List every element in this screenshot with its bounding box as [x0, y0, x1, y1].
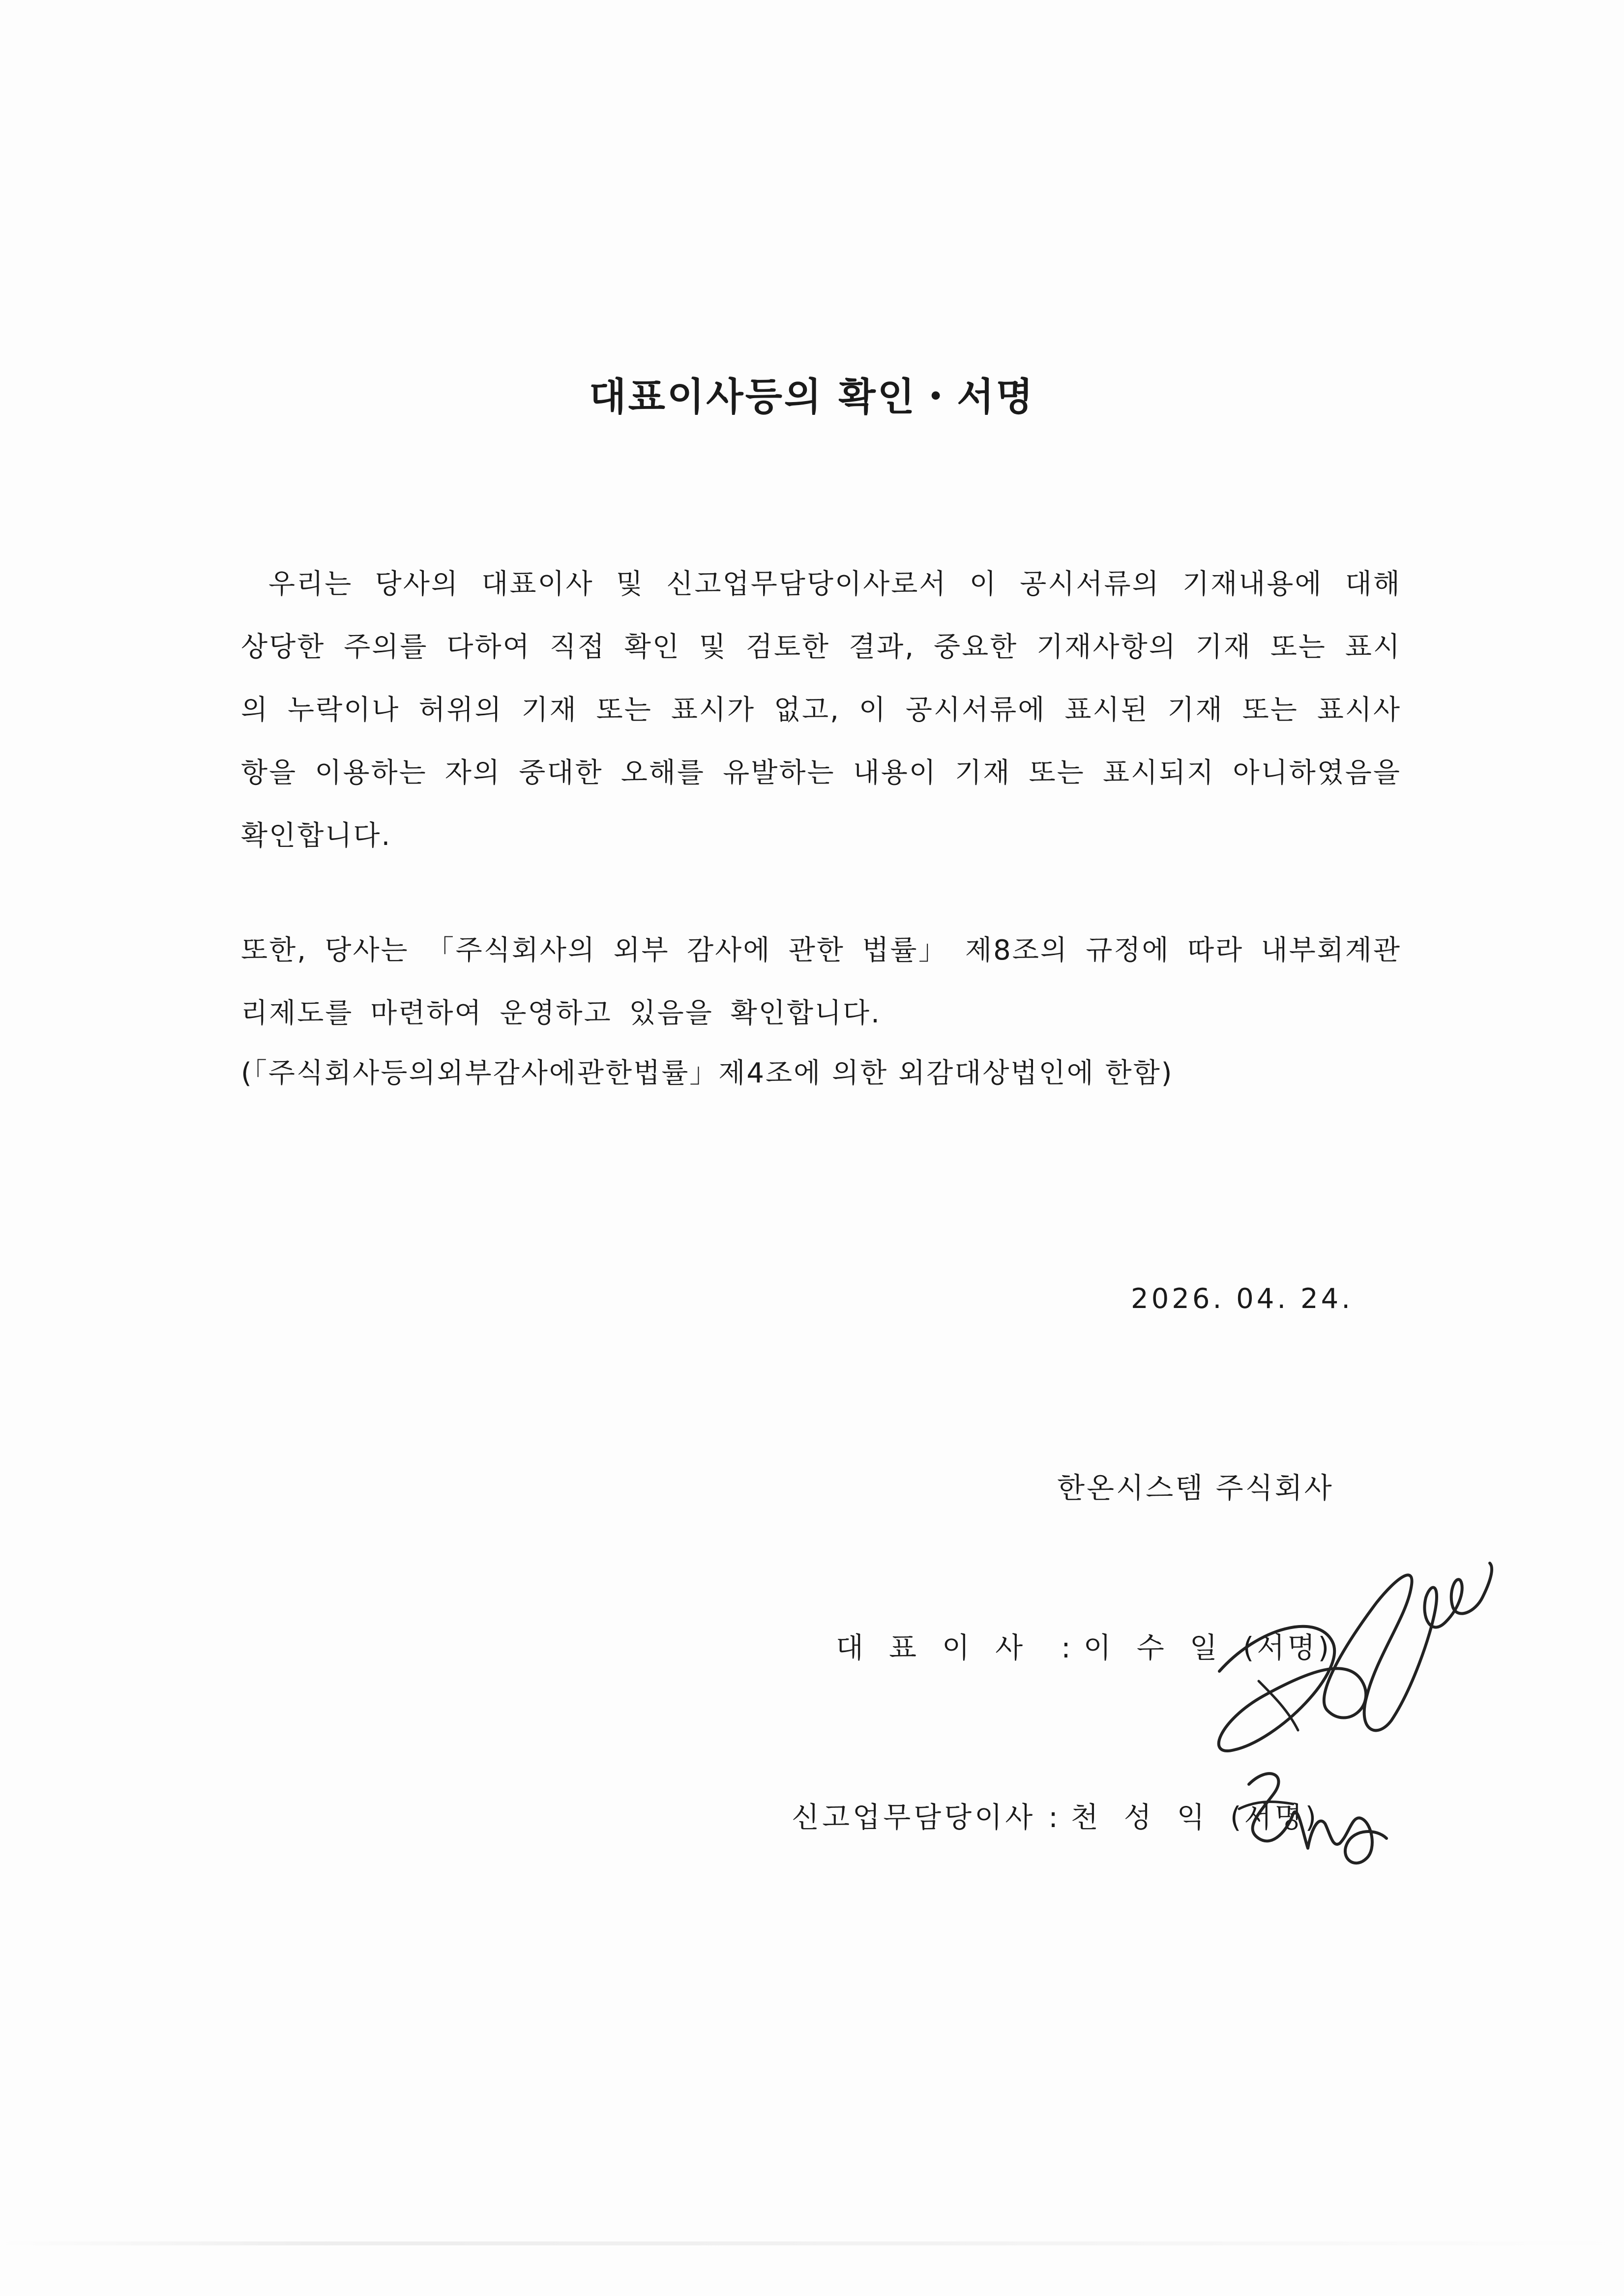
cfo-sign-note: (서명) [1230, 1801, 1320, 1834]
ceo-colon: : [1061, 1631, 1071, 1664]
cfo-role-label: 신고업무담당이사 [792, 1801, 1036, 1834]
cfo-name: 천성익 [1070, 1801, 1230, 1834]
ceo-signature-line [836, 1625, 1332, 1666]
applicability-note: (「주식회사등의외부감사에관한법률」제4조에 의한 외감대상법인에 한함) [241, 1057, 1174, 1089]
cfo-signature-line [792, 1794, 1319, 1835]
ceo-role-label: 대표이사 [836, 1631, 1049, 1664]
confirmation-paragraph: 우리는 당사의 대표이사 및 신고업무담당이사로서 이 공시서류의 기재내용에 대해 상당한 주의를 다하여 직접 확인 및 검토한 결과, 중요한 기재사항의 기재 또는 표시의 누락이나 허위의 기재 또는 표시가 없고, 이 공시서류에 표시된 기재 또는 표시사항을 이용하는 자의 중대한 오해를 유발하는 내용이 기재 또는 표시되지 아니하였음을 확인합니다. [241, 568, 1402, 852]
scan-edge-artifact [0, 2241, 1624, 2245]
cfo-colon: : [1048, 1801, 1058, 1834]
document-title: 대표이사등의 확인・서명 [589, 375, 1035, 419]
ceo-name: 이수일 [1083, 1631, 1243, 1664]
company-name: 한온시스템 주식회사 [1057, 1471, 1334, 1505]
document-date: 2026. 04. 24. [1131, 1283, 1354, 1315]
internal-control-paragraph: 또한, 당사는 「주식회사의 외부 감사에 관한 법률」 제8조의 규정에 따라 내부회계관리제도를 마련하여 운영하고 있음을 확인합니다. [241, 934, 1401, 1029]
ceo-sign-note: (서명) [1242, 1631, 1332, 1664]
